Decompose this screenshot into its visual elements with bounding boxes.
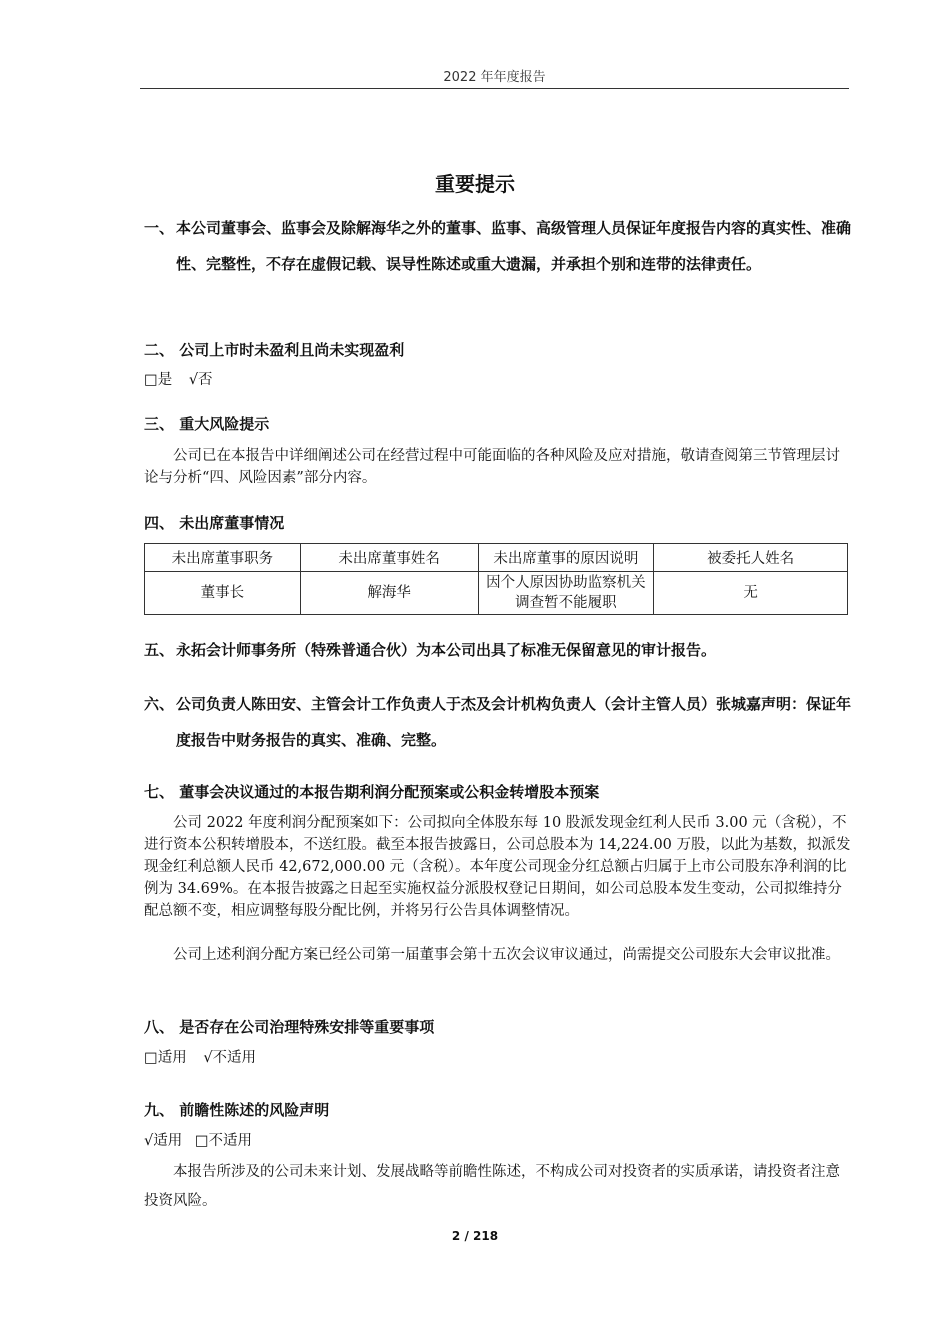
section-8-heading: 八、 是否存在公司治理特殊安排等重要事项	[144, 1018, 435, 1036]
option-not-applicable: √不适用	[203, 1050, 257, 1066]
section-6-number: 六、	[144, 695, 175, 713]
absent-directors-table	[144, 543, 848, 615]
section-1-text: 本公司董事会、监事会及除解海华之外的董事、监事、高级管理人员保证年度报告内容的真实性、准确性、完整性，不存在虚假记载、误导性陈述或重大遗漏，并承担个别和连带的法律责任。	[176, 219, 852, 273]
table-cell-proxy: 无	[654, 572, 848, 615]
section-7-paragraph-2: 公司上述利润分配方案已经公司第一届董事会第十五次会议审议通过，尚需提交公司股东大会审议批准。	[173, 947, 840, 963]
option-applicable: □适用	[144, 1050, 187, 1066]
section-5-number: 五、	[144, 641, 175, 659]
section-3-heading: 三、 重大风险提示	[144, 415, 270, 433]
section-1	[144, 210, 852, 282]
option-applicable: √适用	[144, 1133, 183, 1149]
section-2-heading: 二、 公司上市时未盈利且尚未实现盈利	[144, 341, 405, 359]
section-4-heading: 四、 未出席董事情况	[144, 514, 285, 532]
section-3-paragraph: 公司已在本报告中详细阐述公司在经营过程中可能面临的各种风险及应对措施，敬请查阅第三节管理层讨论与分析“四、风险因素”部分内容。	[144, 448, 840, 486]
table-header-row	[145, 544, 848, 572]
section-9-paragraph: 本报告所涉及的公司未来计划、发展战略等前瞻性陈述，不构成公司对投资者的实质承诺，请投资者注意投资风险。	[144, 1164, 840, 1209]
page-header: 2022 年年度报告	[443, 70, 546, 85]
section-1-number: 一、	[144, 219, 175, 237]
option-not-applicable: □不适用	[194, 1133, 253, 1149]
header-divider	[140, 88, 849, 89]
table-header-cell: 被委托人姓名	[654, 544, 848, 572]
table-cell-reason: 因个人原因协助监察机关调查暂不能履职	[478, 572, 654, 615]
section-6-text: 公司负责人陈田安、主管会计工作负责人于杰及会计机构负责人（会计主管人员）张城嘉声明：保证年度报告中财务报告的真实、准确、完整。	[176, 695, 852, 749]
page-title: 重要提示	[435, 172, 515, 196]
table-cell-name: 解海华	[300, 572, 478, 615]
section-5-text: 永拓会计师事务所（特殊普通合伙）为本公司出具了标准无保留意见的审计报告。	[176, 641, 717, 659]
section-5	[144, 632, 852, 668]
section-7-paragraph-1: 公司 2022 年度利润分配预案如下：公司拟向全体股东每 10 股派发现金红利人民币 3.00 元（含税），不进行资本公积转增股本，不送红股。截至本报告披露日，公司总股本为 14,224.00 万股，以此为基数，拟派发现金红利总额人民币 42,672,000.00 元（含税）。本年度公司现金分红总额占归属于上市公司股东净利润的比例为 34.69%。在本报告披露之日起至实施权益分派股权登记日期间，如公司总股本发生变动，公司拟维持分配总额不变，相应调整每股分配比例，并将另行公告具体调整情况。	[144, 815, 851, 919]
section-8-options	[144, 1047, 256, 1069]
table-header-cell: 未出席董事职务	[145, 544, 301, 572]
option-yes: □是	[144, 372, 173, 388]
section-9-options	[144, 1130, 252, 1152]
section-6	[144, 686, 852, 758]
table-header-cell: 未出席董事的原因说明	[478, 544, 654, 572]
section-2-options	[144, 369, 213, 391]
table-row	[145, 572, 848, 615]
section-9-heading: 九、 前瞻性陈述的风险声明	[144, 1101, 330, 1119]
table-cell-position: 董事长	[145, 572, 301, 615]
section-7-heading: 七、 董事会决议通过的本报告期利润分配预案或公积金转增股本预案	[144, 783, 600, 801]
table-header-cell: 未出席董事姓名	[300, 544, 478, 572]
page-number: 2 / 218	[451, 1229, 499, 1243]
option-no: √否	[188, 372, 213, 388]
